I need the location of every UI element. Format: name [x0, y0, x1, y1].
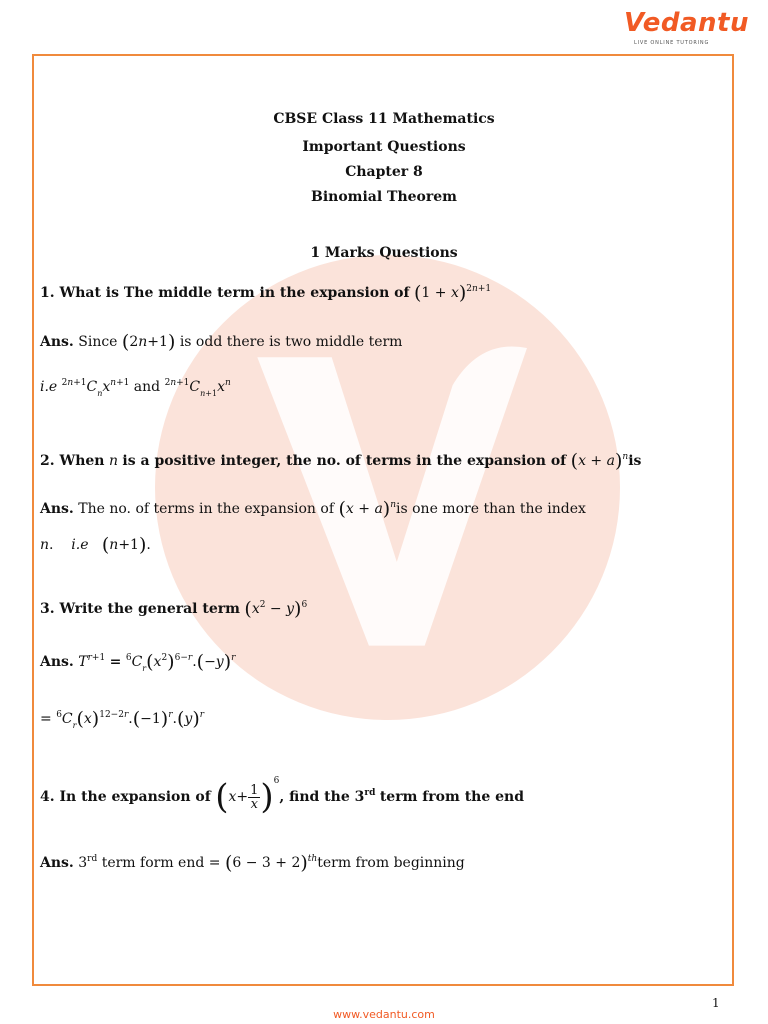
footer-url-link[interactable]: www.vedantu.com — [333, 1008, 435, 1021]
math-expression: $(x + a)^n$ — [338, 498, 397, 520]
answer-3 — [40, 651, 235, 673]
math-expression: i.e — [40, 379, 58, 395]
math-expression: (2n+1) — [121, 331, 176, 353]
math-expression: (x+ $\frac{1}{x}$ )$^6$ — [215, 776, 280, 817]
answer-4-ordinal-sup: rd — [87, 854, 98, 864]
question-1 — [40, 282, 491, 304]
answer-1-text: Since — [78, 334, 118, 350]
question-4-text-mid: , find the 3 — [279, 789, 365, 805]
question-4 — [40, 776, 524, 817]
topic-label: Binomial Theorem — [310, 189, 457, 205]
chapter-label: Chapter 8 — [345, 164, 423, 180]
answer-2 — [40, 498, 586, 520]
math-expression: $T^{r+1} = ^6C_r(x^2)^{6-r}.(-y)^r$ — [78, 651, 236, 673]
question-2-text-end: is — [628, 453, 642, 469]
question-3 — [40, 598, 307, 620]
answer-2-tail: is one more than the index — [396, 501, 586, 517]
question-4-text-start: 4. In the expansion of — [40, 789, 211, 805]
document-subtitle: Important Questions — [302, 139, 466, 155]
and-text: and — [133, 379, 161, 395]
question-2-text-mid: is a positive integer, the no. of terms in the expansion of — [122, 453, 567, 469]
answer-1 — [40, 331, 402, 353]
math-expression: $(x + a)^n$ — [570, 450, 629, 472]
math-expression: n — [108, 453, 118, 469]
answer-2-text: The no. of terms in the expansion of — [78, 501, 335, 517]
page-number: 1 — [712, 996, 720, 1010]
math-expression: = $^6C_r(x)^{12-2r}.(-1)^r.(y)^r$ — [40, 708, 205, 730]
math-expression: $(x^2 - y)^6$ — [244, 598, 308, 620]
question-4-text-end: term from the end — [379, 789, 525, 805]
question-2 — [40, 450, 641, 472]
math-expression: $(1 + x)^{2n+1}$ — [414, 282, 492, 304]
logo-wordmark: Vedantu — [624, 8, 749, 38]
question-2-text-start: 2. When — [40, 453, 105, 469]
question-4-ordinal-sup: rd — [364, 788, 376, 798]
answer-1-line-2 — [40, 378, 231, 398]
answer-label: Ans. — [40, 334, 74, 350]
answer-4-text-end: term from beginning — [317, 855, 465, 871]
question-1-text: 1. What is The middle term in the expansion of — [40, 285, 410, 301]
answer-4 — [40, 852, 465, 874]
math-expression: n. i.e (n+1). — [40, 534, 151, 556]
answer-label: Ans. — [40, 855, 74, 871]
answer-1-tail: is odd there is two middle term — [179, 334, 403, 350]
logo-tagline: LIVE ONLINE TUTORING — [634, 40, 710, 46]
answer-4-ordinal: 3 — [78, 855, 88, 871]
math-expression: = $(6 - 3 + 2)^{th}$ — [208, 852, 318, 874]
vedantu-logo — [624, 8, 749, 48]
math-expression: $^{2n+1}C_{n+1}x^n$ — [164, 378, 231, 398]
answer-4-text-mid: term form end — [101, 855, 205, 871]
section-heading: 1 Marks Questions — [310, 245, 458, 261]
question-3-text: 3. Write the general term — [40, 601, 240, 617]
answer-label: Ans. — [40, 501, 74, 517]
answer-label: Ans. — [40, 654, 74, 670]
document-title: CBSE Class 11 Mathematics — [273, 111, 495, 127]
math-expression: $^{2n+1}C_nx^{n+1}$ — [61, 378, 130, 398]
